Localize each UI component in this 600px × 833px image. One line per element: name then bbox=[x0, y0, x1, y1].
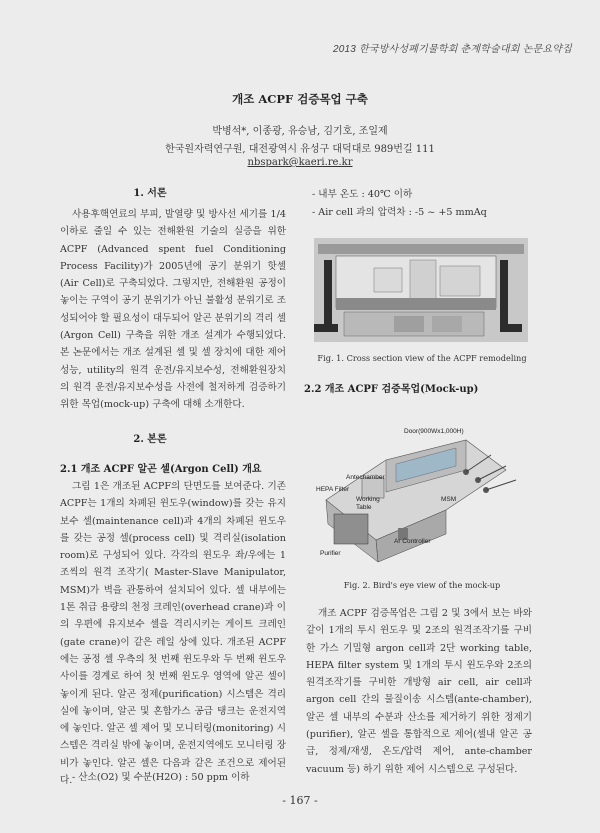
figure-1-cross-section bbox=[314, 238, 528, 342]
label-antechamber: Antechamber bbox=[346, 474, 385, 481]
affiliation: 한국원자력연구원, 대전광역시 유성구 대덕대로 989번길 111 bbox=[165, 144, 435, 155]
section-2-2-paragraph: 개조 ACPF 검증목업은 그림 2 및 3에서 보는 바와 같이 1개의 투시 윈도우 및 2조의 원격조작기를 구비한 가스 기밀형 argon cell과 2단 working table, HEPA filter system 및 1개의 투시 윈도우와 2조의 원격조작기를 구비한 개방형 air cell, air cell과 argon cell 간의 물질이송 시스템(ante-chamber), 알곤 셀 내부의 수분과 산소를 제거하기 위한 정제기(purifier), 알곤 셀을 통합적으로 제어(셀내 알곤 공급, 정제/재생, 온도/압력 제어, ante-chamber vacuum 등) 하기 위한 제어 시스템으로 구성된다. bbox=[306, 608, 532, 775]
mockup-drawing bbox=[316, 430, 534, 568]
condition-temperature: - 내부 온도 : 40℃ 이하 bbox=[312, 189, 413, 200]
cross-section-drawing bbox=[314, 238, 528, 342]
section-2-1-paragraph: 그림 1은 개조된 ACPF의 단면도를 보여준다. 기존 ACPF는 1개의 차폐된 윈도우(window)를 갖는 유지보수 셀(maintenance cell)과 4개의 차폐된 윈도우를 갖는 공정 셀(process cell) 및 격리실(isolation room)로 구성되어 있다. 각각의 윈도우 좌/우에는 1조씩의 원격 조작기( Master-Slave Manipulator, MSM)가 벽을 관통하여 설치되어 있다. 셀 내부에는 1톤 취급 용량의 천정 크레인(overhead crane)과 이의 우편에 유지보수 셀을 격리시키는 게이트 크레인(gate crane)이 같은 레일 상에 있다. 개조된 ACPF에는 공정 셀 우측의 첫 번째 윈도우와 두 번째 윈도우 사이를 경계로 하여 첫 번째 윈도우 영역에 알곤 셀이 놓이게 된다. 알곤 정제(purification) 시스템은 격리실에 놓이며, 알곤 및 혼합가스 공급 탱크는 운전지역에 놓인다. 알곤 셀 제어 및 모니터링(monitoring) 시스템은 격리실 밖에 놓이며, 운전지역에도 모니터링 장비가 놓인다. 알곤 셀은 다음과 같은 조건으로 제어된다. bbox=[60, 481, 286, 787]
page-number: - 167 - bbox=[282, 794, 318, 807]
figure-1-caption: Fig. 1. Cross section view of the ACPF remodeling bbox=[317, 353, 527, 363]
paper-title: 개조 ACPF 검증목업 구축 bbox=[232, 92, 368, 106]
condition-o2-h2o: - 산소(O2) 및 수분(H2O) : 50 ppm 이하 bbox=[72, 772, 250, 783]
condition-pressure: - Air cell 과의 압력차 : -5 ~ +5 mmAq bbox=[312, 207, 487, 218]
section-1-heading: 1. 서론 bbox=[133, 188, 167, 199]
label-msm: MSM bbox=[441, 496, 457, 503]
authors: 박병석*, 이종광, 유승남, 김기호, 조일제 bbox=[212, 126, 388, 137]
email-link[interactable]: nbspark@kaeri.re.kr bbox=[247, 157, 353, 168]
section-1-paragraph: 사용후핵연료의 부피, 발열량 및 방사선 세기를 1/4 이하로 줄일 수 있는 전해환원 기술의 실증을 위한 ACPF (Advanced spent fuel Conditioning Process Facility)가 2005년에 공기 분위기 핫셀(Air Cell)로 구축되었다. 그렇지만, 전해환원 공정이 놓이는 구역이 공기 분위기가 아닌 불활성 분위기로 조성되어야 할 필요성이 대두되어 알곤 분위기의 격리 셀(Argon Cell) 구축을 위한 개조 설계가 수행되었다. 본 논문에서는 개조 설계된 셀 및 셀 장치에 대한 제어 성능, utility의 원격 운전/유지보수성, 전해환원장치의 원격 운전/유지보수성을 사전에 철저하게 검증하기 위한 목업(mock-up) 구축에 대해 소개한다. bbox=[60, 209, 286, 411]
section-1-body bbox=[60, 206, 286, 414]
label-hepa-filter: HEPA Filter bbox=[316, 486, 350, 493]
subsection-2-2-heading: 2.2 개조 ACPF 검증목업(Mock-up) bbox=[304, 384, 479, 395]
subsection-2-1-heading: 2.1 개조 ACPF 알곤 셀(Argon Cell) 개요 bbox=[60, 464, 262, 475]
label-purifier: Purifier bbox=[320, 550, 341, 557]
label-working-table: Working Table bbox=[356, 496, 380, 511]
label-door: Door(900Wx1,000H) bbox=[404, 428, 464, 435]
figure-2-caption: Fig. 2. Bird's eye view of the mock-up bbox=[343, 580, 501, 590]
journal-header: 2013 한국방사성폐기물학회 춘계학술대회 논문요약집 bbox=[332, 44, 572, 55]
section-2-heading: 2. 본론 bbox=[133, 434, 167, 445]
label-ar-controller: Ar Controller bbox=[394, 538, 431, 545]
section-2-1-body bbox=[60, 478, 286, 789]
section-2-2-body bbox=[306, 605, 532, 778]
figure-2-mockup bbox=[316, 430, 534, 568]
